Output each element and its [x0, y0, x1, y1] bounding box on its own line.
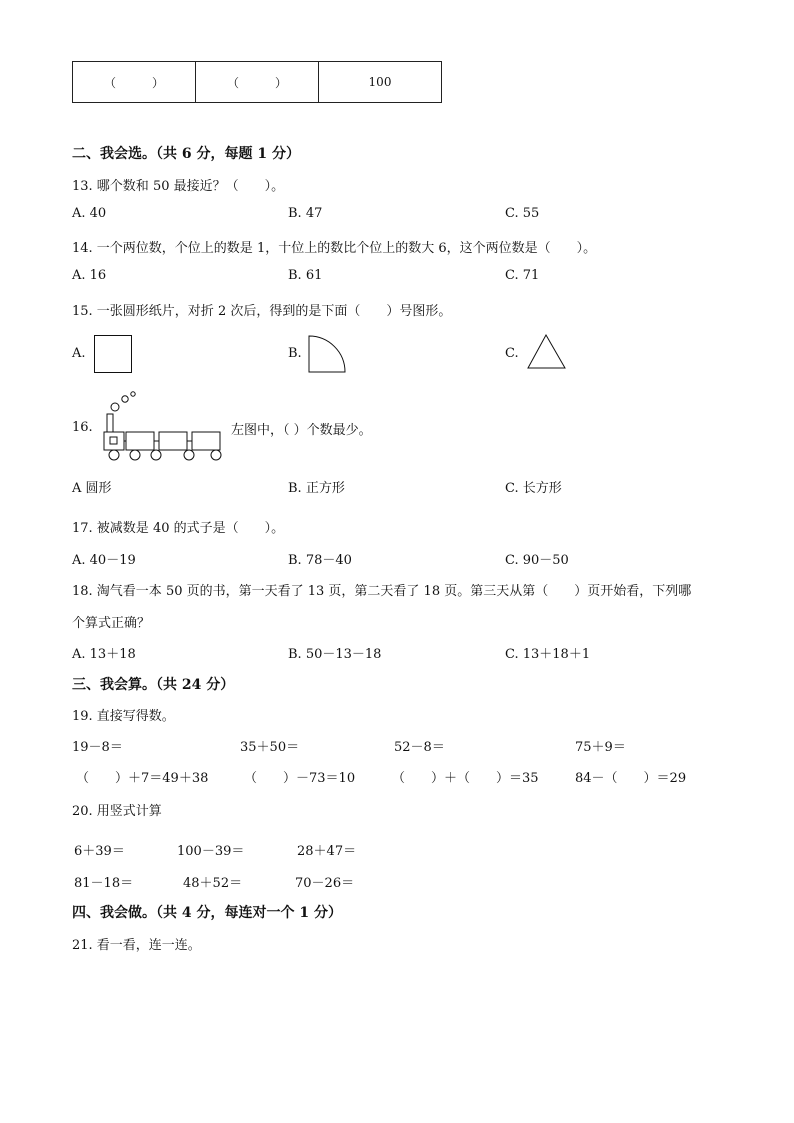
section-4-title: 四、我会做。（共 4 分，每连对一个 1 分）	[72, 905, 342, 921]
q20-item: 6＋39＝	[74, 844, 125, 859]
q15-option-c: C.	[505, 346, 519, 361]
q15-option-a: A.	[72, 346, 86, 361]
table-cell-3: 100	[319, 62, 442, 103]
q16-option-b: B. 正方形	[288, 481, 345, 496]
q18-option-c: C. 13＋18＋1	[505, 647, 591, 662]
train-figure-icon	[100, 390, 228, 465]
q18-option-b: B. 50－13－18	[288, 647, 382, 662]
q14-option-c: C. 71	[505, 268, 540, 283]
q20-text: 20. 用竖式计算	[72, 804, 162, 819]
q18-text-line1: 18. 淘气看一本 50 页的书，第一天看了 13 页，第二天看了 18 页。第三天从第（ ）页开始看，下列哪	[72, 584, 692, 599]
q15-text: 15. 一张圆形纸片，对折 2 次后，得到的是下面（ ）号图形。	[72, 304, 452, 319]
section-3-title: 三、我会算。（共 24 分）	[72, 677, 235, 693]
q17-option-a: A. 40－19	[72, 553, 136, 568]
triangle-figure-icon	[527, 334, 567, 370]
q20-item: 81－18＝	[74, 876, 134, 891]
q18-text-line2: 个算式正确？	[72, 616, 151, 631]
q17-option-b: B. 78－40	[288, 553, 352, 568]
quarter-circle-figure-icon	[308, 335, 346, 373]
q13-option-a: A. 40	[72, 206, 107, 221]
q19-item: 75＋9＝	[575, 740, 626, 755]
q19-item: 35＋50＝	[240, 740, 300, 755]
q18-option-a: A. 13＋18	[72, 647, 136, 662]
q16-option-c: C. 长方形	[505, 481, 562, 496]
q20-item: 28＋47＝	[297, 844, 357, 859]
q20-item: 48＋52＝	[183, 876, 243, 891]
q15-option-b: B.	[288, 346, 302, 361]
q19-text: 19. 直接写得数。	[72, 709, 175, 724]
q19-item: （ ）＋（ ）＝35	[392, 771, 539, 786]
q14-text: 14. 一个两位数，个位上的数是 1，十位上的数比个位上的数大 6，这个两位数是（ ）。	[72, 241, 597, 256]
q17-text: 17. 被减数是 40 的式子是（ ）。	[72, 521, 285, 536]
q13-option-b: B. 47	[288, 206, 323, 221]
table-cell-1: （ ）	[73, 62, 196, 103]
answer-table	[72, 61, 442, 103]
q19-item: （ ）－73＝10	[244, 771, 356, 786]
table-cell-2: （ ）	[196, 62, 319, 103]
section-2-title: 二、我会选。（共 6 分，每题 1 分）	[72, 146, 300, 162]
square-figure-icon	[94, 335, 132, 373]
q14-option-a: A. 16	[72, 268, 107, 283]
q19-item: 84－（ ）＝29	[575, 771, 687, 786]
q16-option-a: A 圆形	[72, 481, 112, 496]
q19-item: （ ）＋7＝49＋38	[76, 771, 209, 786]
q14-option-b: B. 61	[288, 268, 323, 283]
q17-option-c: C. 90－50	[505, 553, 569, 568]
q16-text: 左图中，（ ）个数最少。	[231, 423, 372, 438]
q16-number: 16.	[72, 420, 93, 435]
q13-text: 13. 哪个数和 50 最接近？（ ）。	[72, 179, 285, 194]
q19-item: 52－8＝	[394, 740, 445, 755]
q13-option-c: C. 55	[505, 206, 540, 221]
q20-item: 70－26＝	[295, 876, 355, 891]
q21-text: 21. 看一看，连一连。	[72, 938, 201, 953]
q19-item: 19－8＝	[72, 740, 123, 755]
q20-item: 100－39＝	[177, 844, 245, 859]
